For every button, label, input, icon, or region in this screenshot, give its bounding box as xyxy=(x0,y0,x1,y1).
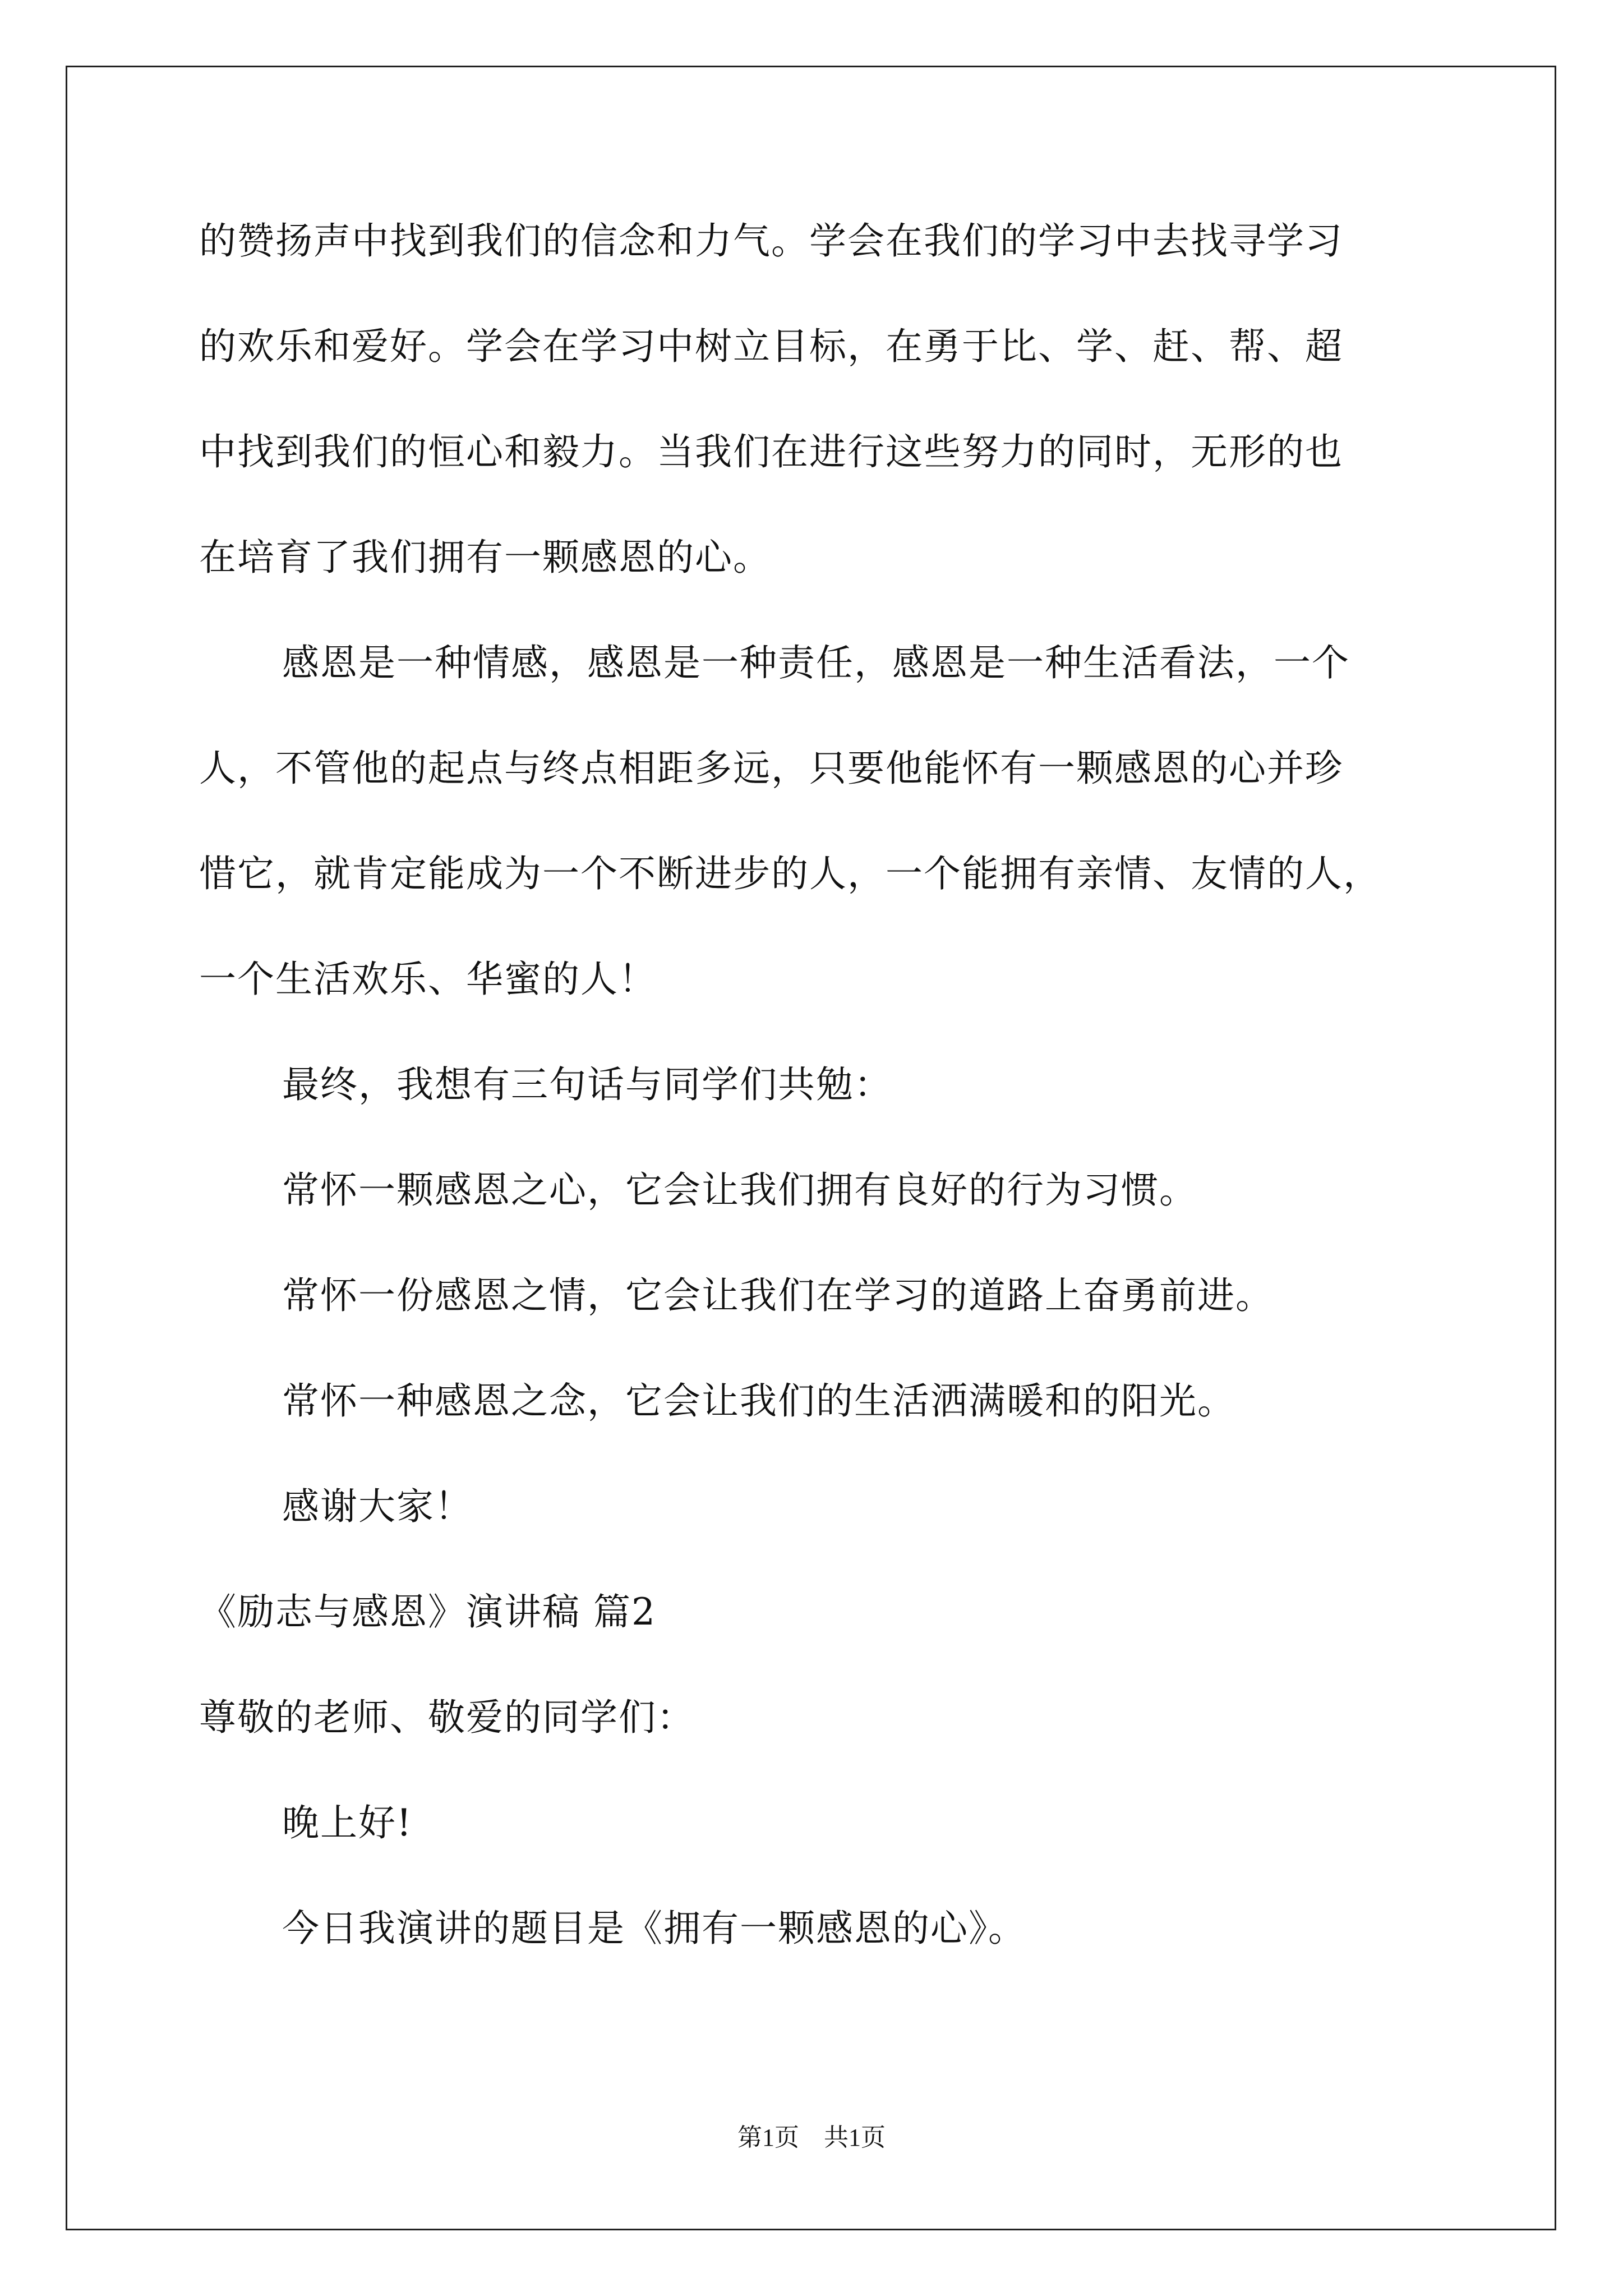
paragraph-line: 中找到我们的恒心和毅力。当我们在进行这些努力的同时，无形的也 xyxy=(199,430,1343,473)
paragraph-line: 的欢乐和爱好。学会在学习中树立目标，在勇于比、学、赶、帮、超 xyxy=(199,325,1343,368)
paragraph-line: 在培育了我们拥有一颗感恩的心。 xyxy=(199,536,771,579)
section-heading: 《励志与感恩》演讲稿 篇2 xyxy=(199,1590,656,1634)
page-number-footer: 第1页 共1页 xyxy=(737,2124,886,2151)
salutation: 尊敬的老师、敬爱的同学们： xyxy=(199,1696,695,1739)
paragraph-line: 感谢大家！ xyxy=(282,1485,473,1528)
paragraph-line: 的赞扬声中找到我们的信念和力气。学会在我们的学习中去找寻学习 xyxy=(199,219,1343,263)
paragraph-line: 最终，我想有三句话与同学们共勉： xyxy=(282,1063,892,1106)
paragraph-line: 一个生活欢乐、华蜜的人！ xyxy=(199,958,657,1001)
paragraph-line: 今日我演讲的题目是《拥有一颗感恩的心》。 xyxy=(282,1907,1026,1950)
paragraph-line: 常怀一颗感恩之心，它会让我们拥有良好的行为习惯。 xyxy=(282,1168,1197,1212)
greeting: 晚上好! xyxy=(282,1801,413,1844)
paragraph-line: 惜它，就肯定能成为一个不断进步的人，一个能拥有亲情、友情的人， xyxy=(199,852,1381,895)
paragraph-line: 常怀一种感恩之念，它会让我们的生活洒满暖和的阳光。 xyxy=(282,1379,1235,1423)
paragraph-line: 感恩是一种情感，感恩是一种责任，感恩是一种生活看法，一个 xyxy=(282,641,1350,684)
paragraph-line: 常怀一份感恩之情，它会让我们在学习的道路上奋勇前进。 xyxy=(282,1274,1274,1317)
paragraph-line: 人，不管他的起点与终点相距多远，只要他能怀有一颗感恩的心并珍 xyxy=(199,747,1343,790)
